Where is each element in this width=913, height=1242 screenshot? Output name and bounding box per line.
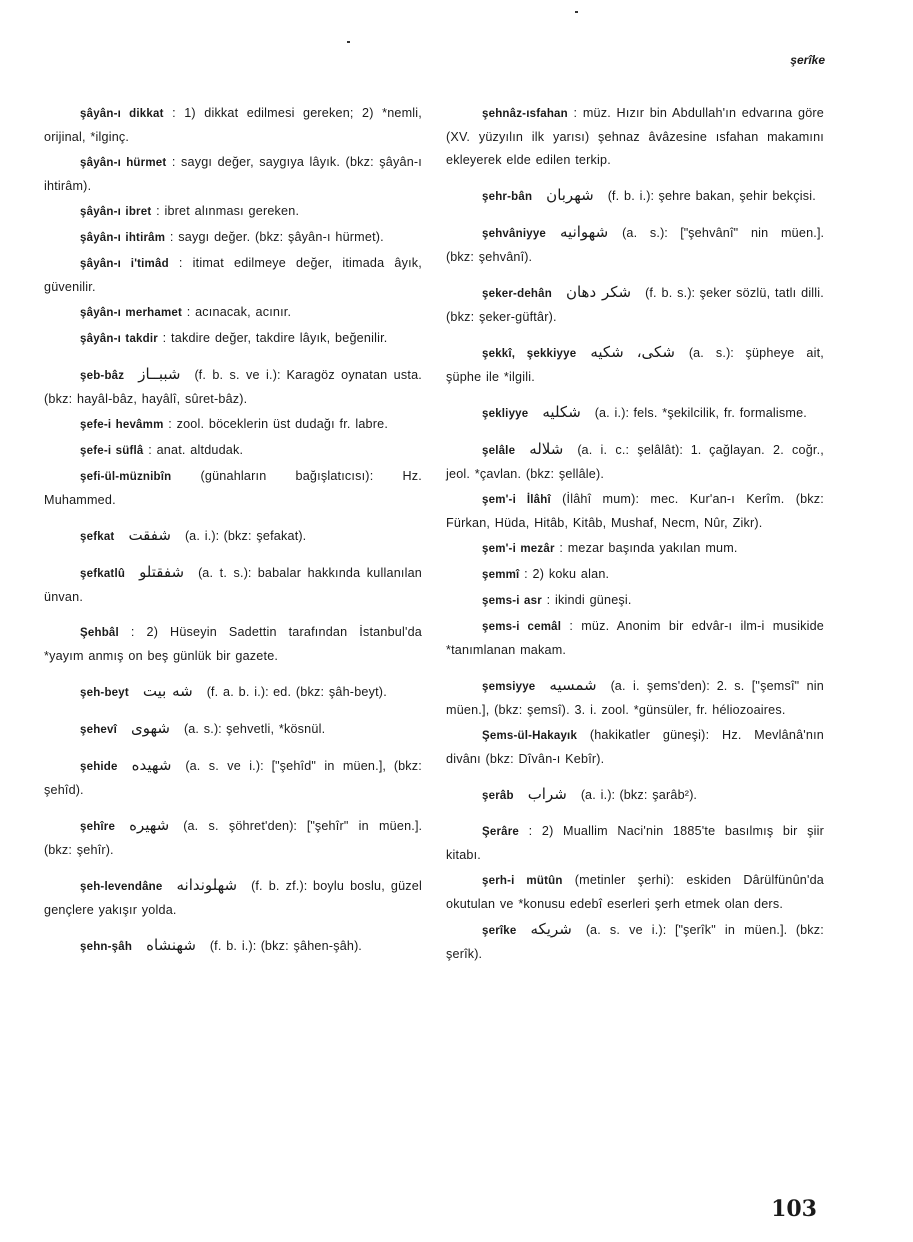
entry-definition: (f. b. s. ve i.): Karagöz oynatan usta. (bkz: hayâl-bâz, hayâlî, sûret-bâz). <box>44 368 422 406</box>
entry-headword: şekkî, şekkiyye <box>482 348 577 360</box>
dictionary-entry <box>446 537 824 561</box>
entry-headword: şâyân-ı i'timâd <box>80 258 169 270</box>
entry-arabic-script: شهيره <box>129 816 170 834</box>
entry-definition: : ibret alınması gereken. <box>156 204 300 218</box>
entry-definition: : saygı değer. (bkz: şâyân-ı hürmet). <box>169 230 384 244</box>
dictionary-entry <box>446 820 824 867</box>
dictionary-entry <box>44 874 422 922</box>
dictionary-entry <box>446 488 824 535</box>
entry-definition: : müz. Anonim bir edvâr-ı ilm-i musikide *tanımlanan makam. <box>446 619 824 657</box>
entry-definition: (f. b. i.): (bkz: şâhen-şâh). <box>209 939 362 953</box>
entry-arabic-script: شراب <box>527 785 567 803</box>
entry-headword: şâyân-ı hürmet <box>80 157 167 169</box>
dictionary-entry <box>44 151 422 198</box>
entry-headword: şerh-i mütûn <box>482 875 563 887</box>
print-speck <box>575 11 578 13</box>
entry-headword: şemsiyye <box>482 681 536 693</box>
entry-arabic-script: شمسيه <box>549 676 597 694</box>
entry-headword: şefi-ül-müznibîn <box>80 471 172 483</box>
dictionary-entry <box>44 465 422 512</box>
dictionary-entry <box>44 413 422 437</box>
entry-definition: : acınacak, acınır. <box>186 305 292 319</box>
entry-definition: (f. a. b. i.): ed. (bkz: şâh-beyt). <box>206 685 387 699</box>
entry-headword: şefe-i süflâ <box>80 445 144 457</box>
dictionary-entry <box>44 754 422 802</box>
entry-headword: Şerâre <box>482 826 520 838</box>
entry-definition: (a. s.): şehvetli, *kösnül. <box>184 722 326 736</box>
running-head: şerîke <box>790 53 825 67</box>
dictionary-entry <box>44 226 422 250</box>
dictionary-entry <box>44 301 422 325</box>
right-column <box>446 102 824 968</box>
entry-arabic-script: شلاله <box>529 440 564 458</box>
entry-headword: şâyân-ı ibret <box>80 206 152 218</box>
dictionary-entry <box>446 674 824 722</box>
entry-definition: (a. i.): fels. *şekilcilik, fr. formalisme. <box>594 406 807 420</box>
entry-headword: şelâle <box>482 445 516 457</box>
entry-headword: şekliyye <box>482 408 529 420</box>
entry-arabic-script: شفقتلو <box>139 563 185 581</box>
dictionary-entry <box>446 563 824 587</box>
entry-headword: şehvâniyye <box>482 228 547 240</box>
entry-definition: (a. s.): şüpheye ait, şüphe ile *ilgili. <box>446 346 824 384</box>
dictionary-entry <box>446 221 824 269</box>
entry-headword: şâyân-ı merhamet <box>80 307 182 319</box>
entry-definition: (a. i.): (bkz: şefakat). <box>184 529 307 543</box>
entry-definition: (a. i. c.: şelâlât): 1. çağlayan. 2. coğr., jeol. *çavlan. (bkz: şellâle). <box>446 443 824 481</box>
dictionary-entry <box>446 102 824 172</box>
page-number: 103 <box>771 1196 817 1222</box>
dictionary-entry <box>446 438 824 486</box>
entry-arabic-script: شهربان <box>546 186 594 204</box>
dictionary-entry <box>44 200 422 224</box>
entry-arabic-script: شكر دهان <box>565 283 632 301</box>
entry-definition: (a. s. ve i.): ["şehîd" in müen.], (bkz: şehîd). <box>44 759 422 797</box>
entry-headword: şems-i asr <box>482 595 542 607</box>
entry-arabic-script: شهيده <box>131 756 172 774</box>
dictionary-entry <box>44 102 422 149</box>
entry-arabic-script: شكليه <box>542 403 581 421</box>
entry-arabic-script: شهوى <box>131 719 170 737</box>
left-column <box>44 102 422 961</box>
entry-definition: : anat. altdudak. <box>148 443 244 457</box>
entry-headword: şâyân-ı ihtirâm <box>80 232 166 244</box>
dictionary-entry <box>446 724 824 771</box>
entry-definition: (hakikatler güneşi): Hz. Mevlânâ'nın divânı (bkz: Dîvân-ı Kebîr). <box>446 728 824 766</box>
entry-definition: (a. i. şems'den): 2. s. ["şemsî" nin müen.], (bkz: şemsî). 3. i. zool. *günsüler, fr. héliozoaires. <box>446 679 824 717</box>
dictionary-entry <box>44 680 422 705</box>
entry-arabic-script: شفقت <box>128 526 171 544</box>
entry-headword: şehîre <box>80 821 116 833</box>
entry-definition: : takdire değer, takdire lâyık, beğenilir. <box>162 331 388 345</box>
dictionary-entry <box>446 184 824 209</box>
entry-definition: : saygı değer, saygıya lâyık. (bkz: şâyân-ı ihtirâm). <box>44 155 423 193</box>
entry-headword: şem'-i İlâhî <box>482 494 551 506</box>
entry-headword: şâyân-ı takdir <box>80 333 158 345</box>
entry-headword: şehevî <box>80 724 118 736</box>
print-speck <box>347 41 350 43</box>
entry-headword: şeh-beyt <box>80 687 129 699</box>
entry-arabic-script: شببــاز <box>138 365 181 383</box>
entry-arabic-script: شهوانيه <box>560 223 609 241</box>
dictionary-entry <box>44 814 422 862</box>
dictionary-entry <box>44 934 422 959</box>
entry-definition: (f. b. s.): şeker sözlü, tatlı dilli. (bkz: şeker-güftâr). <box>446 286 825 324</box>
entry-headword: şeker-dehân <box>482 288 552 300</box>
entry-headword: şeh-levendâne <box>80 881 163 893</box>
dictionary-entry <box>446 615 824 662</box>
entry-headword: şerâb <box>482 790 514 802</box>
dictionary-entry <box>44 327 422 351</box>
dictionary-entry <box>44 717 422 742</box>
entry-definition: : mezar başında yakılan mum. <box>559 541 738 555</box>
entry-arabic-script: شهنشاه <box>146 936 196 954</box>
entry-headword: şefkat <box>80 531 115 543</box>
entry-headword: şems-i cemâl <box>482 621 562 633</box>
entry-headword: şehn-şâh <box>80 941 133 953</box>
entry-definition: : 2) Muallim Naci'nin 1885'te basılmış bir şiir kitabı. <box>446 824 824 862</box>
entry-definition: (f. b. zf.): boylu boslu, güzel gençlere yakışır yolda. <box>44 879 422 917</box>
entry-definition: (f. b. i.): şehre bakan, şehir bekçisi. <box>607 189 816 203</box>
entry-headword: şâyân-ı dikkat <box>80 108 164 120</box>
entry-arabic-script: شهلوندانه <box>176 876 238 894</box>
entry-definition: : müz. Hızır bin Abdullah'ın edvarına göre (XV. yüzyılın ilk yarısı) şehnaz âvâzesine ısfahan makamını ekleyerek elde edilen terkip. <box>446 106 824 167</box>
entry-definition: : 2) koku alan. <box>524 567 610 581</box>
dictionary-entry <box>446 783 824 808</box>
entry-headword: şefe-i hevâmm <box>80 419 164 431</box>
dictionary-entry <box>44 561 422 609</box>
entry-headword: şem'-i mezâr <box>482 543 555 555</box>
dictionary-entry <box>44 363 422 411</box>
dictionary-entry <box>446 401 824 426</box>
entry-headword: şehide <box>80 761 118 773</box>
dictionary-entry <box>446 281 824 329</box>
entry-headword: Şehbâl <box>80 627 119 639</box>
entry-arabic-script: شريكه <box>530 920 572 938</box>
entry-headword: şefkatlû <box>80 568 126 580</box>
entry-headword: şemmî <box>482 569 520 581</box>
entry-definition: : zool. böceklerin üst dudağı fr. labre. <box>168 417 389 431</box>
entry-definition: (günahların bağışlatıcısı): Hz. Muhammed. <box>44 469 423 507</box>
entry-definition: (a. t. s.): babalar hakkında kullanılan ünvan. <box>44 566 422 604</box>
entry-headword: şehnâz-ısfahan <box>482 108 568 120</box>
entry-definition: : ikindi güneşi. <box>546 593 632 607</box>
entry-headword: şeb-bâz <box>80 370 125 382</box>
entry-definition: (İlâhî mum): mec. Kur'an-ı Kerîm. (bkz: Fürkan, Hüda, Hitâb, Kitâb, Mushaf, Necm, Nûr, Zikr). <box>446 492 824 530</box>
entry-definition: (a. s.): ["şehvânî" nin müen.]. (bkz: şehvânî). <box>446 226 824 264</box>
entry-definition: (a. s. şöhret'den): ["şehîr" in müen.]. (bkz: şehîr). <box>44 819 422 857</box>
entry-definition: (a. i.): (bkz: şarâb²). <box>580 788 697 802</box>
entry-definition: (metinler şerhi): eskiden Dârülfünûn'da okutulan ve *konusu edebî eserleri şerh etmek olan ders. <box>446 873 825 911</box>
entry-definition: : 1) dikkat edilmesi gereken; 2) *nemli, orijinal, *ilginç. <box>44 106 422 144</box>
dictionary-entry <box>44 621 422 668</box>
dictionary-entry <box>446 918 824 966</box>
dictionary-entry <box>446 341 824 389</box>
dictionary-entry <box>446 869 824 916</box>
entry-arabic-script: شكى، شكيه <box>590 343 675 361</box>
entry-headword: Şems-ül-Hakayık <box>482 730 578 742</box>
entry-definition: (a. s. ve i.): ["şerîk" in müen.]. (bkz: şerîk). <box>446 923 824 961</box>
entry-arabic-script: شه بيت <box>142 682 193 700</box>
entry-headword: şehr-bân <box>482 191 533 203</box>
dictionary-entry <box>44 439 422 463</box>
entry-headword: şerîke <box>482 925 517 937</box>
dictionary-entry <box>44 252 422 299</box>
dictionary-entry <box>446 589 824 613</box>
entry-definition: : 2) Hüseyin Sadettin tarafından İstanbul'da *yayım anmış on beş günlük bir gazete. <box>44 625 422 663</box>
dictionary-entry <box>44 524 422 549</box>
entry-definition: : itimat edilmeye değer, itimada âyık, güvenilir. <box>44 256 422 294</box>
